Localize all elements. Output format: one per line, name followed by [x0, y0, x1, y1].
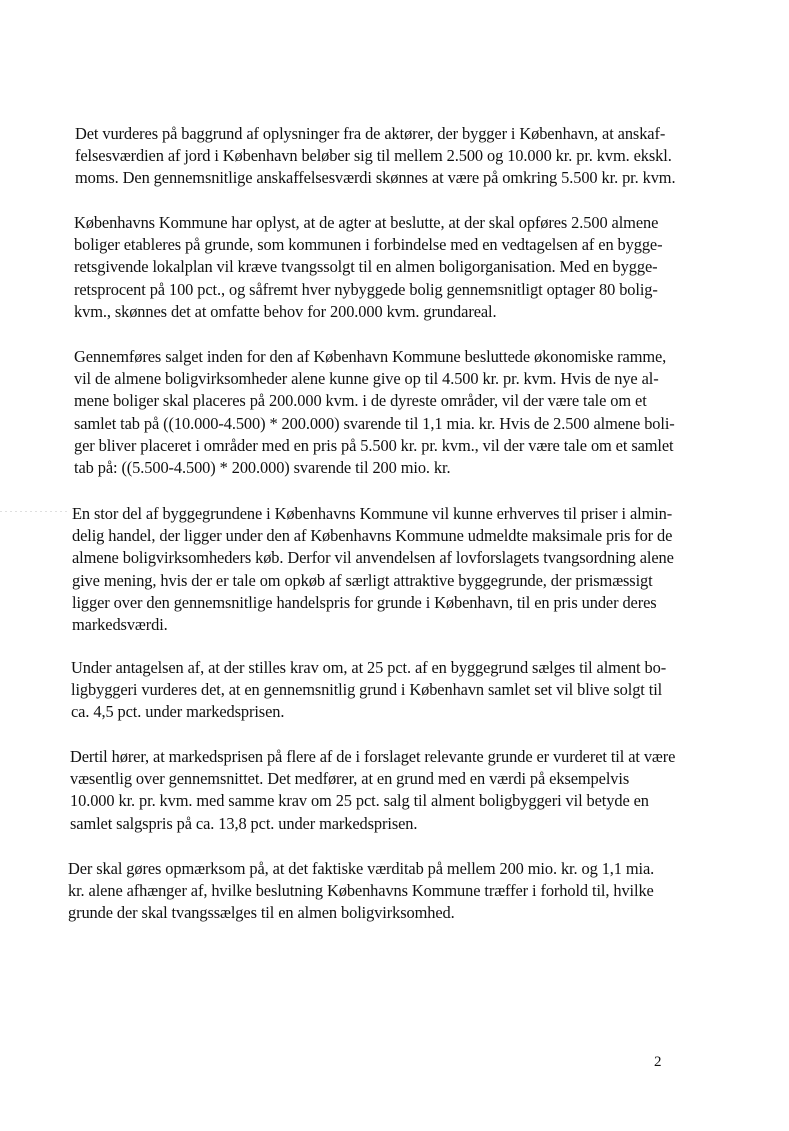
paragraph-economic-frame-loss: Gennemføres salget inden for den af København Kommune besluttede økonomiske ramme, vil de almene boligvirksomheder alene kunne give op til 4.500 kr. pr. kvm. Hvis de nye al- mene boliger skal placeres på 200.000 kvm. i de dyreste områder, vil der være tale om et samlet tab på ((10.000-4.500) * 200.000) svarende til 1,1 mia. kr. Hvis de 2.500 almene boli- ger bliver placeret i områder med en pris på 5.500 kr. pr. kvm., vil der være tale om et samlet tab på: ((5.500-4.500) * 200.000) svarende til 200 mio. kr. [74, 347, 675, 478]
paragraph-25-percent-assumption: Under antagelsen af, at der stilles krav om, at 25 pct. af en byggegrund sælges til alment bo- ligbyggeri vurderes det, at en gennemsnitlig grund i København samlet set vil blive solgt til ca. 4,5 pct. under markedsprisen. [71, 658, 667, 722]
paragraph-market-price-above-average: Dertil hører, at markedsprisen på flere af de i forslaget relevante grunde er vurderet til at være væsentlig over gennemsnittet. Det medfører, at en grund med en værdi på eksempelvis 10.000 kr. pr. kvm. med samme krav om 25 pct. salg til alment boligbyggeri vil betyde en samlet salgspris på ca. 13,8 pct. under markedsprisen. [70, 747, 676, 833]
paragraph-land-acquisition-value: Det vurderes på baggrund af oplysninger fra de aktører, der bygger i København, at anskaf- felsesværdien af jord i København beløber sig til mellem 2.500 og 10.000 kr. pr. kvm. ekskl. moms. Den gennemsnitlige anskaffelsesværdi skønnes at være på omkring 5.500 kr. pr. kvm. [75, 124, 676, 188]
page-number: 2 [654, 1054, 662, 1070]
paragraph-value-loss-dependency: Der skal gøres opmærksom på, at det faktiske værditab på mellem 200 mio. kr. og 1,1 mia. kr. alene afhænger af, hvilke beslutning Københavns Kommune træffer i forhold til, hvilke grunde der skal tvangssælges til en almen boligvirksomhed. [68, 859, 655, 923]
paragraph-municipality-housing-plan: Københavns Kommune har oplyst, at de agter at beslutte, at der skal opføres 2.500 almene boliger etableres på grunde, som kommunen i forbindelse med en vedtagelsen af en bygge- retsgivende lokalplan vil kræve tvangssolgt til en almen boligorganisation. Med en bygge- retsprocent på 100 pct., og såfremt hver nybyggede bolig gennemsnitligt optager 80 bolig- kvm., skønnes det at omfatte behov for 200.000 kvm. grundareal. [74, 213, 663, 321]
paragraph-building-plots-market: En stor del af byggegrundene i Københavns Kommune vil kunne erhverves til priser i almin- delig handel, der ligger under den af Københavns Kommune udmeldte maksimale pris for de almene boligvirksomheders køb. Derfor vil anvendelsen af lovforslagets tvangsordning alene give mening, hvis der er tale om opkøb af særligt attraktive byggegrunde, der prismæssigt ligger over den gennemsnitlige handelspris for grunde i København, til en pris under deres markedsværdi. [72, 504, 674, 635]
scan-artifact-line [0, 511, 70, 512]
